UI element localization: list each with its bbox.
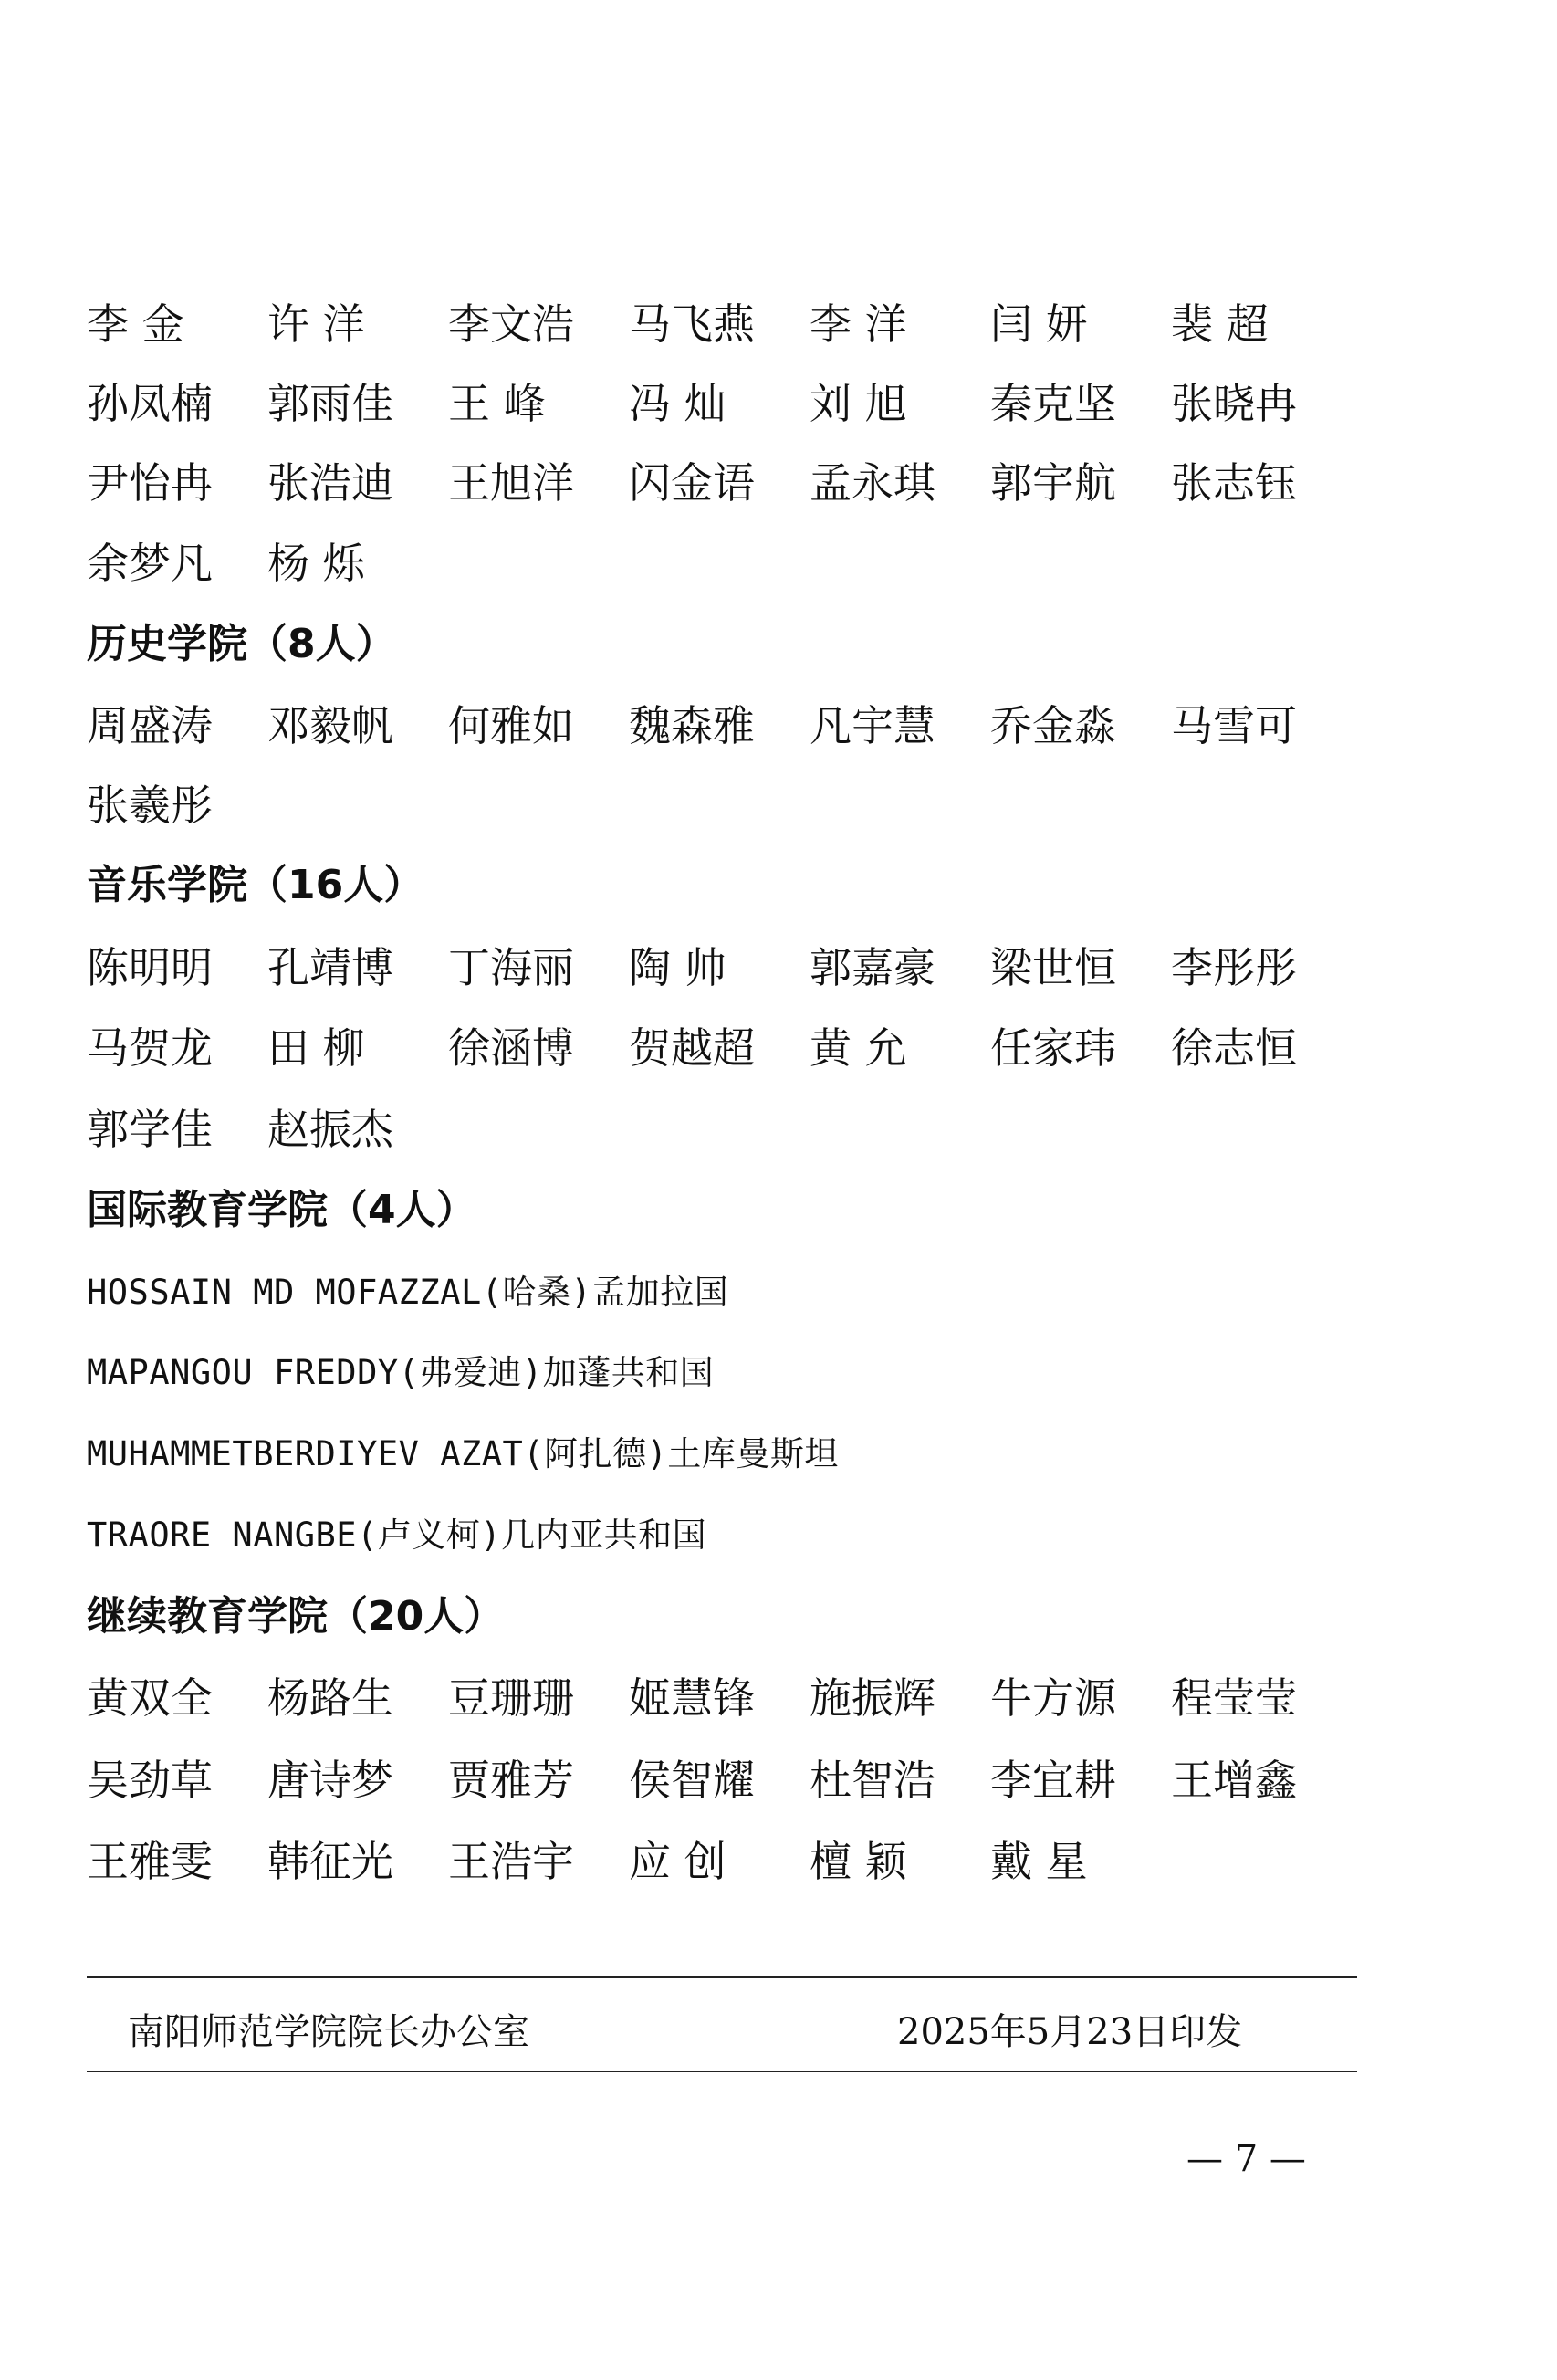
student-name: 郭嘉豪 (810, 943, 935, 992)
student-name: 贺越超 (629, 1023, 755, 1073)
student-name: 杜智浩 (810, 1756, 935, 1805)
international-student-line: TRAORE NANGBE(卢义柯)几内亚共和国 (87, 1515, 707, 1555)
student-name: 施振辉 (810, 1673, 935, 1723)
student-name: 任家玮 (990, 1023, 1116, 1073)
student-name: 李彤彤 (1171, 943, 1297, 992)
section-heading-international: 国际教育学院（4人） (87, 1187, 476, 1233)
student-name: 姬慧锋 (629, 1673, 755, 1723)
student-name: 裴 超 (1171, 299, 1269, 349)
student-name: 闪金语 (629, 458, 755, 508)
footer-bottom-rule (87, 2071, 1357, 2072)
student-name: 马雪可 (1171, 701, 1297, 750)
student-name: 贾雅芳 (448, 1756, 574, 1805)
student-name: 李文浩 (448, 299, 574, 349)
student-name: 田 柳 (267, 1023, 365, 1073)
student-name: 郭学佳 (87, 1105, 213, 1154)
student-name: 郭宇航 (990, 458, 1116, 508)
student-name: 牛方源 (990, 1673, 1116, 1723)
section-heading-music: 音乐学院（16人） (87, 862, 424, 908)
student-name: 魏森雅 (629, 701, 755, 750)
student-name: 周盛涛 (87, 701, 213, 750)
student-name: 闫 妍 (990, 299, 1088, 349)
student-name: 徐志恒 (1171, 1023, 1297, 1073)
student-name: 黄 允 (810, 1023, 907, 1073)
international-student-line: MUHAMMETBERDIYEV AZAT(阿扎德)土库曼斯坦 (87, 1434, 839, 1473)
student-name: 徐涵博 (448, 1023, 574, 1073)
student-name: 何雅如 (448, 701, 574, 750)
student-name: 刘 旭 (810, 379, 907, 428)
student-name: 马飞燕 (629, 299, 755, 349)
student-name: 王雅雯 (87, 1837, 213, 1886)
student-name: 王 峰 (448, 379, 546, 428)
student-name: 程莹莹 (1171, 1673, 1297, 1723)
student-name: 马贺龙 (87, 1023, 213, 1073)
student-name: 孔靖博 (267, 943, 393, 992)
student-name: 丁海丽 (448, 943, 574, 992)
student-name: 侯智耀 (629, 1756, 755, 1805)
student-name: 张志钰 (1171, 458, 1297, 508)
student-name: 吴劲草 (87, 1756, 213, 1805)
student-name: 杨路生 (267, 1673, 393, 1723)
student-name: 唐诗梦 (267, 1756, 393, 1805)
student-name: 陈明明 (87, 943, 213, 992)
student-name: 余梦凡 (87, 539, 213, 588)
student-name: 李宜耕 (990, 1756, 1116, 1805)
student-name: 孙凤楠 (87, 379, 213, 428)
issue-date: 2025年5月23日印发 (897, 2011, 1243, 2053)
student-name: 孟永琪 (810, 458, 935, 508)
international-student-line: HOSSAIN MD MOFAZZAL(哈桑)孟加拉国 (87, 1273, 729, 1312)
footer-top-rule (87, 1976, 1357, 1978)
student-name: 冯 灿 (629, 379, 726, 428)
student-name: 秦克坚 (990, 379, 1116, 428)
student-name: 檀 颖 (810, 1837, 907, 1886)
issuer-name: 南阳师范学院院长办公室 (128, 2011, 529, 2053)
student-name: 郭雨佳 (267, 379, 393, 428)
student-name: 乔金淼 (990, 701, 1116, 750)
section-heading-history: 历史学院（8人） (87, 621, 396, 667)
section-heading-continuing: 继续教育学院（20人） (87, 1593, 505, 1640)
student-name: 张浩迪 (267, 458, 393, 508)
student-name: 梁世恒 (990, 943, 1116, 992)
student-name: 王旭洋 (448, 458, 574, 508)
student-name: 许 洋 (267, 299, 365, 349)
student-name: 尹怡冉 (87, 458, 213, 508)
international-student-line: MAPANGOU FREDDY(弗爱迪)加蓬共和国 (87, 1353, 715, 1392)
student-name: 韩征光 (267, 1837, 393, 1886)
student-name: 凡宇慧 (810, 701, 935, 750)
student-name: 应 创 (629, 1837, 726, 1886)
student-name: 李 洋 (810, 299, 907, 349)
student-name: 张羲彤 (87, 781, 213, 830)
student-name: 豆珊珊 (448, 1673, 574, 1723)
student-name: 李 金 (87, 299, 184, 349)
page-number: — 7 — (1186, 2138, 1306, 2180)
student-name: 黄双全 (87, 1673, 213, 1723)
student-name: 杨 烁 (267, 539, 365, 588)
student-name: 王增鑫 (1171, 1756, 1297, 1805)
student-name: 赵振杰 (267, 1105, 393, 1154)
student-name: 陶 帅 (629, 943, 726, 992)
student-name: 王浩宇 (448, 1837, 574, 1886)
student-name: 戴 星 (990, 1837, 1088, 1886)
student-name: 张晓冉 (1171, 379, 1297, 428)
student-name: 邓毅帆 (267, 701, 393, 750)
